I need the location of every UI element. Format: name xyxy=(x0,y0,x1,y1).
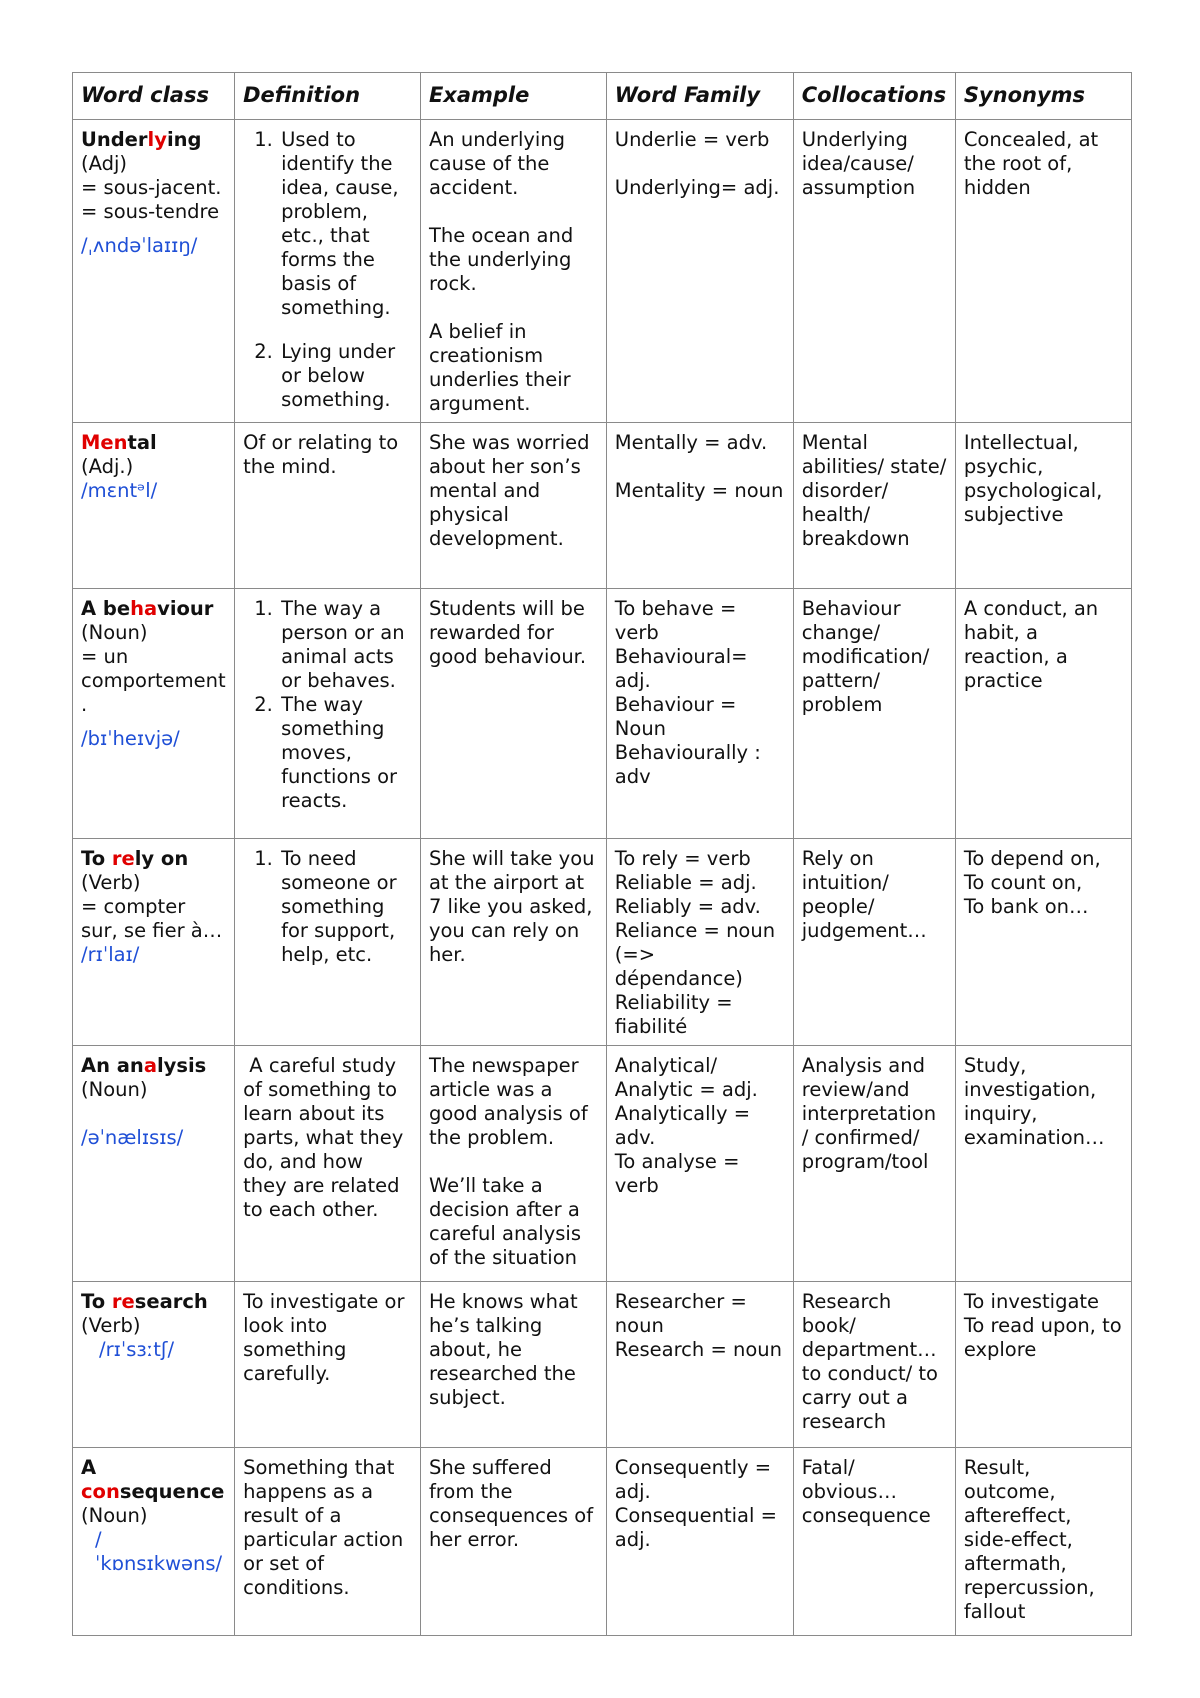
headword-part: be xyxy=(102,597,131,620)
vocabulary-table xyxy=(72,72,1132,1636)
table-row xyxy=(73,1046,1132,1282)
header-collocations: Collocations xyxy=(793,73,955,120)
word-family-entry: Reliable = adj. xyxy=(614,871,757,894)
header-example: Example xyxy=(420,73,606,120)
definition-cell: To investigate or look into something carefully. xyxy=(235,1282,421,1448)
example-cell: He knows what he’s talking about, he researched the subject. xyxy=(420,1282,606,1448)
word-family-entry: Research = noun xyxy=(614,1338,782,1361)
word-family-entry: To behave = verb xyxy=(614,597,737,644)
table-row xyxy=(73,1282,1132,1448)
word-family-cell xyxy=(606,589,793,839)
definition-list xyxy=(243,847,412,967)
headword xyxy=(81,1290,208,1313)
phonetic-transcription: /ˌʌndəˈlaɪɪŋ/ xyxy=(81,234,198,257)
definition-cell xyxy=(235,839,421,1046)
headword-stressed-part: con xyxy=(81,1480,120,1503)
word-family-entry: Behavioural= adj. xyxy=(614,645,748,692)
word-family-entry: Consequently = adj. xyxy=(614,1456,772,1503)
word-family-entry: Consequential = adj. xyxy=(614,1504,777,1551)
part-of-speech: (Noun) xyxy=(81,1504,148,1527)
headword-stressed-part: ha xyxy=(130,597,158,620)
collocations-cell: Research book/ department… to conduct/ to carry out a research xyxy=(793,1282,955,1448)
phonetic-transcription: /rɪˈlaɪ/ xyxy=(81,943,140,966)
word-family-entry: To analyse = verb xyxy=(614,1150,740,1197)
word-family-cell xyxy=(606,1282,793,1448)
example-sentence: A belief in creationism underlies their argument. xyxy=(428,320,571,415)
definition-cell: Something that happens as a result of a particular action or set of conditions. xyxy=(235,1448,421,1636)
example-sentence: An underlying cause of the accident. xyxy=(428,128,566,199)
headword-part: an xyxy=(116,1054,144,1077)
headword-stressed-part: a xyxy=(143,1054,157,1077)
synonym-entry: To count on, xyxy=(963,871,1083,894)
headword xyxy=(81,847,188,870)
headword-part: viour xyxy=(157,597,214,620)
word-family-entry: Underlying= adj. xyxy=(614,176,780,199)
headword-stressed-part: ly xyxy=(147,128,167,151)
headword-part: lysis xyxy=(156,1054,207,1077)
headword-part: ly on xyxy=(134,847,189,870)
headword-prefix: A xyxy=(81,1456,97,1479)
part-of-speech: (Adj) xyxy=(81,152,128,175)
word-family-cell xyxy=(606,839,793,1046)
header-word-class: Word class xyxy=(73,73,235,120)
example-cell: She will take you at the airport at 7 like you asked, you can rely on her. xyxy=(420,839,606,1046)
french-translation: = sous-tendre xyxy=(81,200,220,223)
definition-item: 2. Lying under or below something. xyxy=(279,340,412,412)
synonyms-cell: Intellectual, psychic, psychological, subjective xyxy=(955,423,1131,589)
table-row xyxy=(73,1448,1132,1636)
definition-item: 2. The way something moves, functions or reacts. xyxy=(279,693,412,813)
example-sentence: The ocean and the underlying rock. xyxy=(428,224,574,295)
word-class-cell xyxy=(73,1046,235,1282)
headword xyxy=(81,1054,206,1077)
headword xyxy=(81,128,201,151)
headword-part: tal xyxy=(127,431,157,454)
word-family-cell xyxy=(606,1046,793,1282)
example-cell xyxy=(420,1046,606,1282)
word-family-cell xyxy=(606,1448,793,1636)
headword-part: Under xyxy=(81,128,148,151)
word-family-entry: Analytical/ Analytic = adj. xyxy=(614,1054,758,1101)
definition-cell xyxy=(235,589,421,839)
word-class-cell xyxy=(73,839,235,1046)
header-synonyms: Synonyms xyxy=(955,73,1131,120)
headword-part: search xyxy=(134,1290,208,1313)
headword-prefix: An xyxy=(81,1054,117,1077)
example-cell xyxy=(420,120,606,423)
part-of-speech: (Verb) xyxy=(81,1314,141,1337)
word-family-entry: Reliability = fiabilité xyxy=(614,991,733,1038)
synonyms-cell: Study, investigation, inquiry, examination… xyxy=(955,1046,1131,1282)
table-row xyxy=(73,839,1132,1046)
definition-item: 1. To need someone or something for support, help, etc. xyxy=(279,847,412,967)
collocations-cell: Rely on intuition/ people/ judgement… xyxy=(793,839,955,1046)
part-of-speech: (Noun) xyxy=(81,1078,148,1101)
part-of-speech: (Adj.) xyxy=(81,455,134,478)
example-sentence: The newspaper article was a good analysis of the problem. xyxy=(428,1054,588,1149)
word-family-entry: Underlie = verb xyxy=(614,128,770,151)
synonym-entry: To depend on, xyxy=(963,847,1101,870)
word-class-cell xyxy=(73,1282,235,1448)
definition-item: 1. The way a person or an animal acts or behaves. xyxy=(279,597,412,693)
headword xyxy=(81,1456,224,1503)
synonyms-cell xyxy=(955,839,1131,1046)
word-family-cell xyxy=(606,120,793,423)
collocations-cell: Analysis and review/and interpretation / confirmed/ program/tool xyxy=(793,1046,955,1282)
table-row xyxy=(73,120,1132,423)
phonetic-transcription: /ˈkɒnsɪkwəns/ xyxy=(95,1528,223,1575)
word-family-entry: Analytically = adv. xyxy=(614,1102,751,1149)
phonetic-transcription: /bɪˈheɪvjə/ xyxy=(81,727,180,750)
word-class-cell xyxy=(73,423,235,589)
definition-cell xyxy=(235,120,421,423)
collocations-cell: Mental abilities/ state/ disorder/ health/ breakdown xyxy=(793,423,955,589)
headword xyxy=(81,597,213,620)
synonyms-cell: A conduct, an habit, a reaction, a practice xyxy=(955,589,1131,839)
collocations-cell: Behaviour change/ modification/ pattern/ problem xyxy=(793,589,955,839)
headword-stressed-part: re xyxy=(111,1290,135,1313)
collocations-cell: Fatal/ obvious… consequence xyxy=(793,1448,955,1636)
word-family-entry: Reliance = noun (=> dépendance) xyxy=(614,919,776,990)
example-cell: Students will be rewarded for good behaviour. xyxy=(420,589,606,839)
header-definition: Definition xyxy=(235,73,421,120)
example-cell: She was worried about her son’s mental and physical development. xyxy=(420,423,606,589)
headword-prefix: To xyxy=(81,1290,112,1313)
word-family-entry: Researcher = noun xyxy=(614,1290,747,1337)
headword-stressed-part: re xyxy=(111,847,135,870)
word-class-cell xyxy=(73,1448,235,1636)
word-family-entry: Reliably = adv. xyxy=(614,895,761,918)
french-translation: = un comportement. xyxy=(81,645,226,716)
table-row xyxy=(73,423,1132,589)
example-cell: She suffered from the consequences of her error. xyxy=(420,1448,606,1636)
word-family-entry: Behaviourally : adv xyxy=(614,741,761,788)
french-translation: = sous-jacent. xyxy=(81,176,222,199)
definition-list xyxy=(243,128,412,412)
headword-prefix: To xyxy=(81,847,112,870)
headword xyxy=(81,431,157,454)
example-sentence: We’ll take a decision after a careful analysis of the situation xyxy=(428,1174,581,1269)
french-translation: = compter sur, se fier à… xyxy=(81,895,223,942)
part-of-speech: (Noun) xyxy=(81,621,148,644)
collocations-cell: Underlying idea/cause/ assumption xyxy=(793,120,955,423)
phonetic-transcription: /mɛntᵊl/ xyxy=(81,479,158,502)
phonetic-transcription: /rɪˈsɜːtʃ/ xyxy=(99,1338,175,1361)
word-family-entry: Mentality = noun xyxy=(614,479,784,502)
headword-stressed-part: Men xyxy=(81,431,128,454)
synonyms-cell: Result, outcome, aftereffect, side-effect, aftermath, repercussion, fallout xyxy=(955,1448,1131,1636)
definition-item: 1. Used to identify the idea, cause, problem, etc., that forms the basis of something. xyxy=(279,128,412,320)
synonym-entry: To investigate xyxy=(963,1290,1100,1313)
part-of-speech: (Verb) xyxy=(81,871,141,894)
definition-cell: Of or relating to the mind. xyxy=(235,423,421,589)
definition-cell: A careful study of something to learn about its parts, what they do, and how they are related to each other. xyxy=(235,1046,421,1282)
word-class-cell xyxy=(73,589,235,839)
table-row xyxy=(73,589,1132,839)
synonyms-cell xyxy=(955,1282,1131,1448)
synonym-entry: To bank on… xyxy=(963,895,1089,918)
word-family-entry: To rely = verb xyxy=(614,847,751,870)
word-family-entry: Behaviour = Noun xyxy=(614,693,737,740)
word-family-cell xyxy=(606,423,793,589)
header-row xyxy=(73,73,1132,120)
word-family-entry: Mentally = adv. xyxy=(614,431,768,454)
synonym-entry: To read upon, to explore xyxy=(963,1314,1122,1361)
headword-part: sequence xyxy=(119,1480,225,1503)
phonetic-transcription: /əˈnælɪsɪs/ xyxy=(81,1126,184,1149)
header-word-family: Word Family xyxy=(606,73,793,120)
headword-prefix: A xyxy=(81,597,103,620)
word-class-cell xyxy=(73,120,235,423)
definition-list xyxy=(243,597,412,813)
synonyms-cell: Concealed, at the root of, hidden xyxy=(955,120,1131,423)
headword-part: ing xyxy=(166,128,202,151)
